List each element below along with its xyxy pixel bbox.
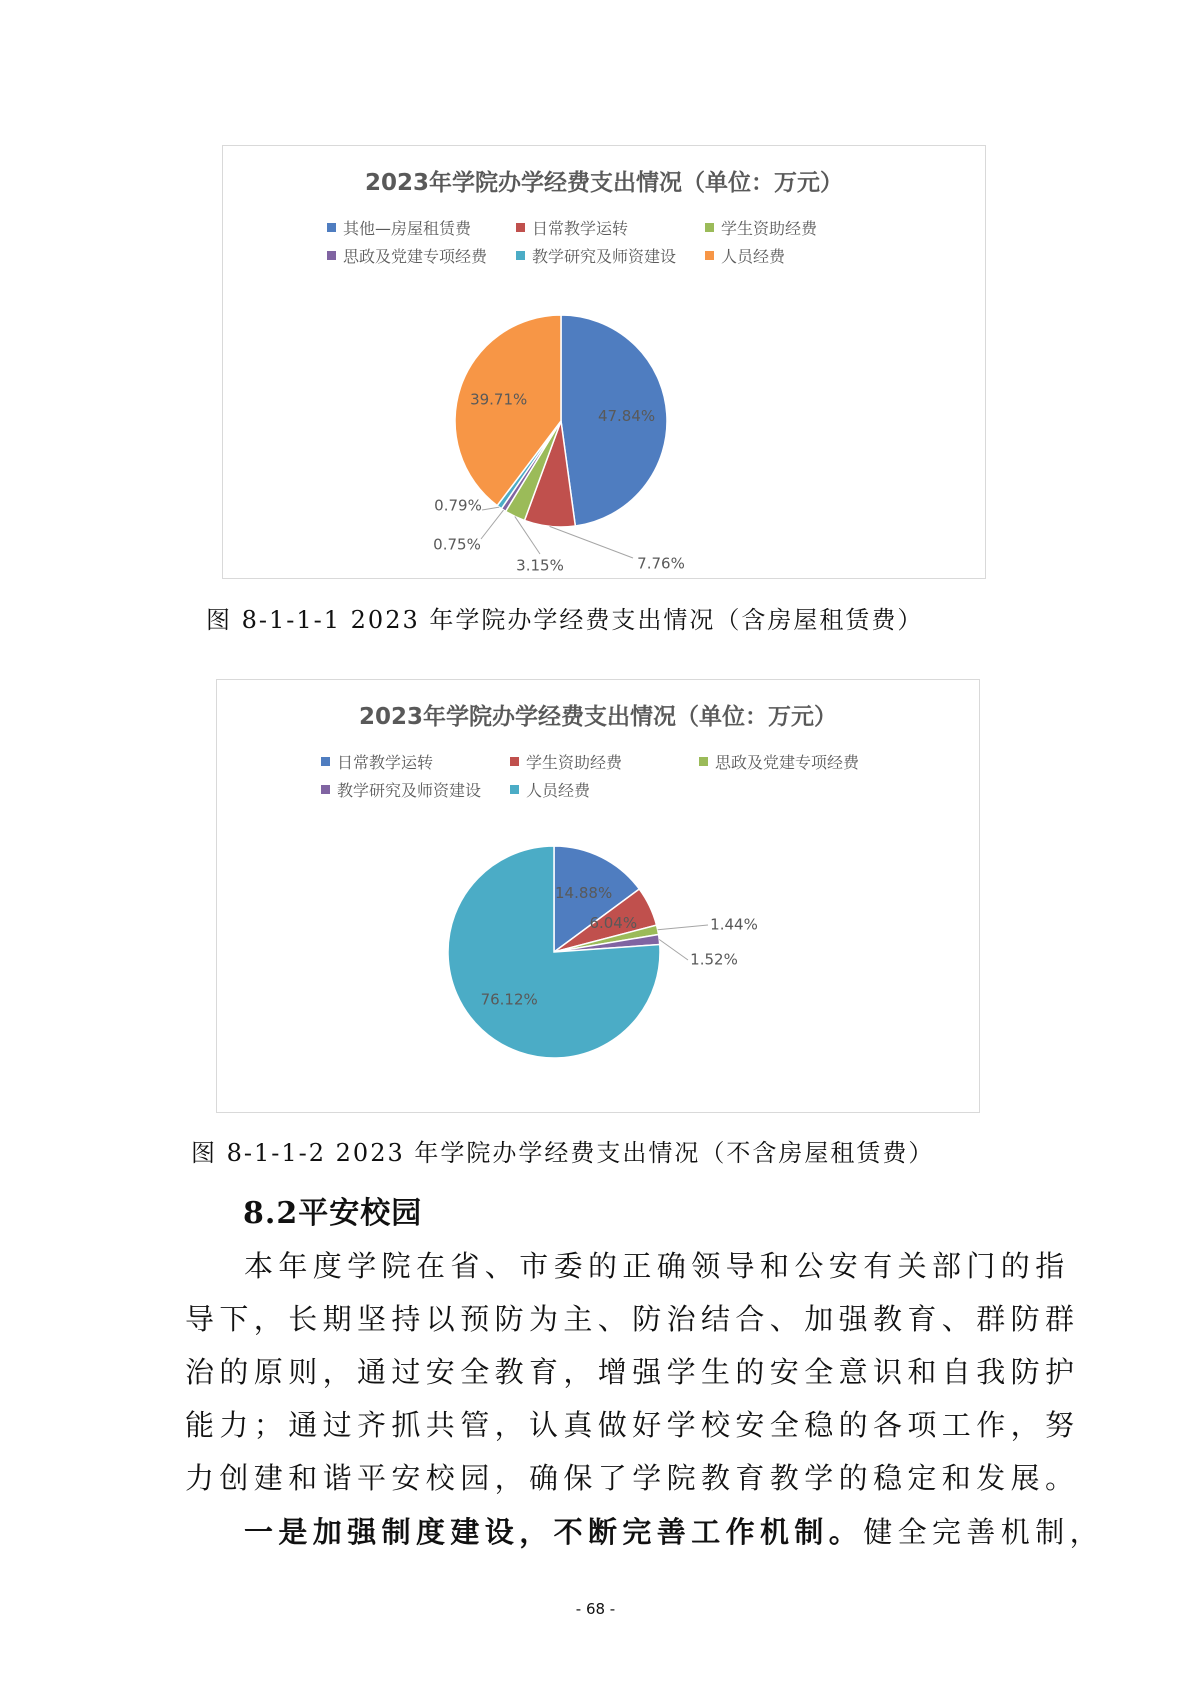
data-label: 14.88% <box>555 883 613 902</box>
data-label: 3.15% <box>516 556 564 575</box>
section-heading: 8.2平安校园 <box>243 1196 423 1231</box>
lead-continuation: 健全完善机制， <box>863 1515 1105 1549</box>
paragraph-line-bold-lead <box>244 1510 1105 1551</box>
legend-label: 思政及党建专项经费 <box>343 247 488 266</box>
legend-label: 教学研究及师资建设 <box>532 247 677 266</box>
data-label: 47.84% <box>597 407 656 426</box>
paragraph-line: 力创建和谐平安校园，确保了学院教育教学的稳定和发展。 <box>185 1461 1080 1495</box>
chart-2-container <box>216 679 980 1113</box>
chart-1-title: 2023年学院办学经费支出情况（单位：万元） <box>364 170 843 196</box>
data-label: 1.52% <box>690 950 738 969</box>
leader-line <box>481 510 504 539</box>
legend-label: 人员经费 <box>721 247 786 266</box>
legend-label: 日常教学运转 <box>337 753 434 772</box>
data-label: 7.76% <box>637 554 685 573</box>
legend-label: 学生资助经费 <box>526 753 623 772</box>
data-label: 6.04% <box>589 914 638 933</box>
paragraph-line: 能力；通过齐抓共管，认真做好学校安全稳的各项工作，努 <box>185 1408 1080 1442</box>
data-label: 0.75% <box>433 535 481 554</box>
data-label: 76.12% <box>480 990 538 1009</box>
data-label: 1.44% <box>710 915 758 934</box>
paragraph-line: 治的原则，通过安全教育，增强学生的安全意识和自我防护 <box>185 1355 1080 1389</box>
chart-1-pie <box>223 146 985 578</box>
leader-line <box>658 925 708 930</box>
chart-2-title: 2023年学院办学经费支出情况（单位：万元） <box>358 704 837 730</box>
legend-label: 学生资助经费 <box>721 219 818 238</box>
chart-2-pie <box>217 680 979 1112</box>
leader-line <box>659 940 688 960</box>
legend-label: 人员经费 <box>526 781 591 800</box>
data-label: 0.79% <box>434 496 482 515</box>
figure-caption-2: 图 8-1-1-2 2023 年学院办学经费支出情况（不含房屋租赁费） <box>191 1139 935 1167</box>
legend-label: 其他—房屋租赁费 <box>343 219 472 238</box>
leader-line <box>550 526 633 558</box>
paragraph-line: 导下，长期坚持以预防为主、防治结合、加强教育、群防群 <box>185 1302 1080 1336</box>
paragraph-line: 本年度学院在省、市委的正确领导和公安有关部门的指 <box>244 1249 1070 1283</box>
chart-1-container <box>222 145 986 579</box>
figure-caption-1: 图 8-1-1-1 2023 年学院办学经费支出情况（含房屋租赁费） <box>206 606 924 634</box>
bold-lead-text: 一是加强制度建设，不断完善工作机制。 <box>244 1515 864 1549</box>
page-number: - 68 - <box>575 1600 616 1618</box>
legend-label: 教学研究及师资建设 <box>337 781 482 800</box>
legend-label: 日常教学运转 <box>532 219 629 238</box>
data-label: 39.71% <box>470 390 528 409</box>
leader-line <box>482 507 499 510</box>
legend-label: 思政及党建专项经费 <box>715 753 860 772</box>
